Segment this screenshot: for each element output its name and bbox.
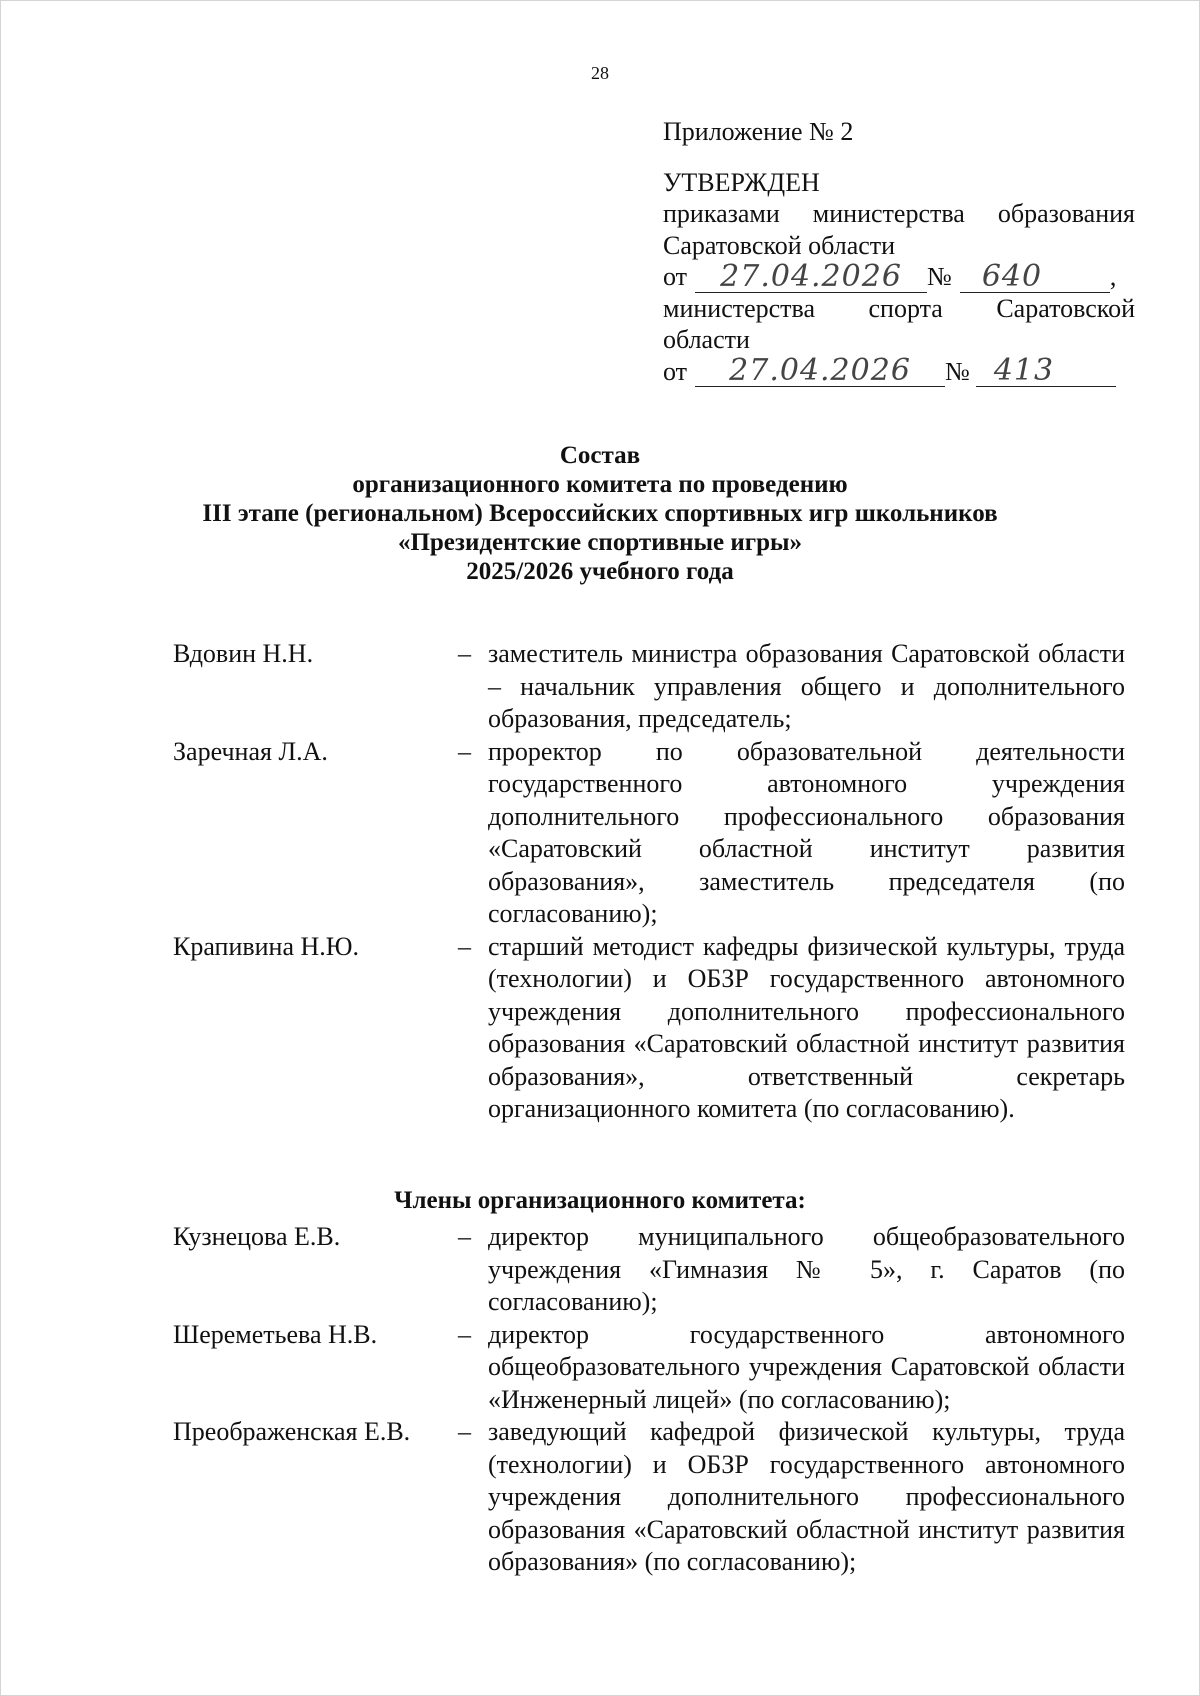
member-role: директор муниципального общеобразовательного учреждения «Гимназия № 5», г. Саратов (по согласованию); [488,1222,1125,1316]
title-line-3: III этапе (региональном) Всероссийских спортивных игр школьников [202,500,998,527]
members-list [173,1221,1125,1579]
order-1-line [663,258,1135,294]
dash-separator: – [458,639,471,668]
number-1-prefix: № [927,262,952,291]
member-role: заведующий кафедрой физической культуры, труда (технологии) и ОБЗР государственного автономного учреждения дополнительного профессионального образования «Саратовский областной институт развития образования» (по согласованию); [488,1417,1125,1576]
date-2-prefix: от [663,356,688,386]
number-2-prefix: № [945,356,970,386]
dash-separator: – [458,931,471,961]
page-number: 28 [591,63,609,83]
leadership-list [173,638,1125,1126]
member-name: Вдовин Н.Н. [173,639,314,668]
approved-label: УТВЕРЖДЕН [663,167,820,197]
list-item [173,1221,1125,1319]
member-role: директор государственного автономного общеобразовательного учреждения Саратовской области «Инженерный лицей» (по согласованию); [488,1319,1125,1414]
number-1-handwritten: 640 [981,258,1043,294]
list-item [173,1416,1125,1579]
member-name: Шереметьева Н.В. [173,1319,378,1349]
approval-line-4: области [663,325,750,354]
number-1-field [960,258,1110,294]
approval-line-1: приказами министерства образования [663,199,1135,228]
members-section-title: Члены организационного комитета: [394,1187,806,1214]
approval-line-3: министерства спорта Саратовской [663,293,1135,323]
member-name: Кузнецова Е.В. [173,1222,341,1251]
date-1-handwritten: 27.04.2026 [720,258,902,294]
list-item [173,736,1125,931]
date-2-handwritten: 27.04.2026 [729,353,911,388]
order-2-line [663,353,1135,388]
approval-block [663,116,1135,387]
dash-separator: – [458,1222,471,1251]
title-line-1: Состав [559,442,641,469]
list-item [173,931,1125,1126]
title-line-4: «Президентские спортивные игры» [397,529,803,556]
member-role: старший методист кафедры физической культуры, труда (технологии) и ОБЗР государственного автономного учреждения дополнительного профессионального образования «Саратовский областной институт развития образования», ответственный секретарь организационного комитета (по согласованию). [488,931,1125,1123]
dash-separator: – [458,736,471,766]
member-name: Заречная Л.А. [173,736,328,766]
member-name: Крапивина Н.Ю. [173,931,360,961]
member-role: проректор по образовательной деятельности государственного автономного учреждения дополнительного профессионального образования «Саратовский областной институт развития образования», заместитель председателя (по согласованию); [488,736,1125,928]
date-1-field [695,258,927,294]
member-name: Преображенская Е.В. [173,1417,411,1446]
number-1-suffix: , [1109,262,1117,291]
member-role: заместитель министра образования Саратовской области – начальник управления общего и дополнительного образования, председатель; [488,639,1125,733]
list-item [173,638,1125,736]
date-2-field [695,353,945,388]
dash-separator: – [458,1417,471,1446]
appendix-label: Приложение № 2 [663,117,854,146]
number-2-handwritten: 413 [993,353,1055,388]
title-line-5: 2025/2026 учебного года [466,558,734,585]
document-title [1,441,1199,586]
title-line-2: организационного комитета по проведению [352,471,848,498]
date-1-prefix: от [663,262,688,291]
list-item [173,1319,1125,1417]
dash-separator: – [458,1319,471,1349]
approval-line-2: Саратовской области [663,230,896,260]
number-2-field [976,353,1116,388]
